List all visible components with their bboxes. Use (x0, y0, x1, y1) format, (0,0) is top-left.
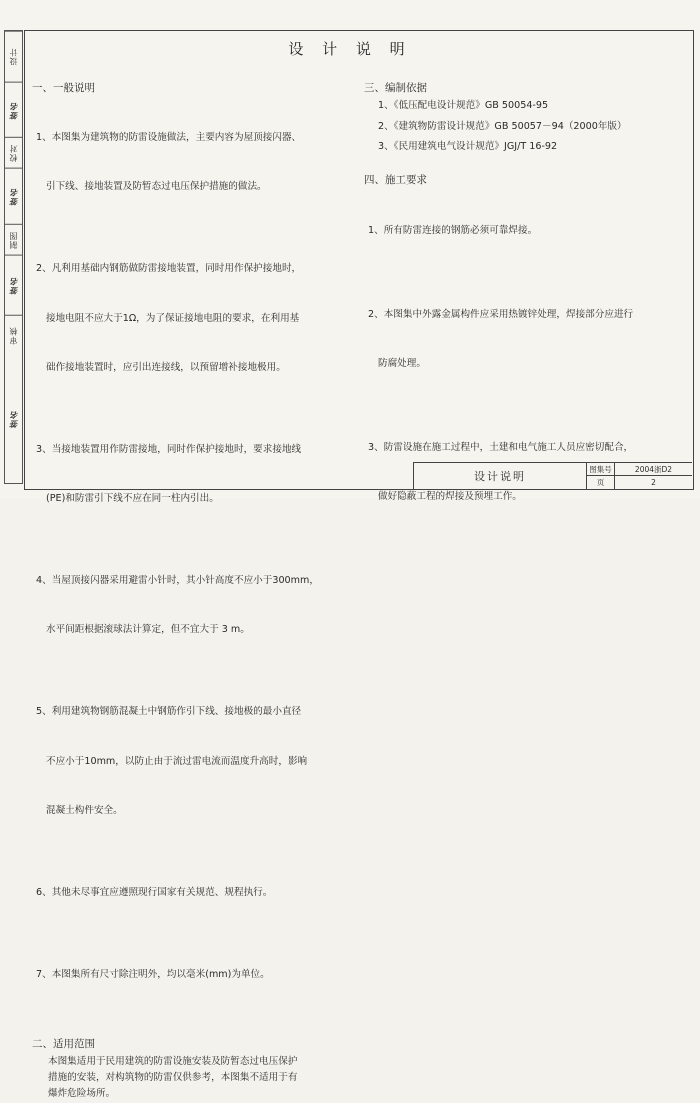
atlas-number-label: 图集号 (587, 463, 615, 476)
general-item-4: 4、当屋顶接闪器采用避雷小针时，其小针高度不应小于300mm， 水平间距根据滚球法计算定，但不宜大于 3 m。 (36, 575, 319, 636)
strip-review-sign: 签名 (9, 410, 19, 429)
strip-review: 审核 (5, 315, 22, 356)
general-item-1: 1、本图集为建筑物的防雷设施做法，主要内容为屋顶接闪器、 引下线、接地装置及防暂态过电压保护措施的做法。 (36, 132, 302, 193)
construction-item-3: 3、防雷设施在施工过程中，土建和电气施工人员应密切配合， 做好隐蔽工程的焊接及预埋工作。 (368, 442, 634, 503)
basis-item-2: 2、《建筑物防雷设计规范》GB 50057－94（2000年版） (378, 120, 627, 132)
strip-check-sign: 签名 (5, 168, 22, 224)
strip-draw: 制图 (5, 224, 22, 255)
section-heading-general: 一、一般说明 (32, 82, 95, 94)
general-item-6: 6、其他未尽事宜应遵照现行国家有关规范、规程执行。 (36, 886, 273, 898)
left-column (32, 80, 362, 1103)
page-number: 2 (651, 478, 656, 487)
construction-item-2: 2、本图集中外露金属构件应采用热镀锌处理，焊接部分应进行 防腐处理。 (368, 308, 634, 370)
section-heading-basis: 三、编制依据 (364, 82, 427, 94)
page-label: 页 (587, 476, 615, 489)
strip-check: 校对 (5, 137, 22, 168)
section-heading-scope: 二、适用范围 (32, 1038, 95, 1051)
scope-line-1: 本图集适用于民用建筑的防雷设施安装及防暂态过电压保护 (48, 1055, 298, 1067)
basis-item-3: 3、《民用建筑电气设计规范》JGJ/T 16-92 (378, 141, 558, 153)
construction-item-1: 1、所有防雷连接的钢筋必须可靠焊接。 (368, 224, 538, 236)
section-heading-construction: 四、施工要求 (364, 173, 427, 186)
page-title: 设 计 说 明 (288, 40, 412, 58)
general-item-7: 7、本图集所有尺寸除注明外，均以毫米(mm)为单位。 (36, 968, 270, 980)
title-block (413, 462, 692, 489)
atlas-number-value: 2004浙D2 (615, 463, 692, 476)
general-item-2: 2、凡利用基础内钢筋做防雷接地装置，同时用作保护接地时， 接地电阻不应大于1Ω，为了保证接地电阻的要求，在利用基 础作接地装置时，应引出连接线，以预留增补接地极用。 (36, 263, 302, 373)
strip-draw-sign: 签名 (5, 255, 22, 316)
signature-strip (4, 30, 23, 484)
title-block-grid (587, 463, 692, 489)
basis-item-1: 1、《低压配电设计规范》GB 50054-95 (378, 100, 549, 112)
title-block-name: 设计说明 (414, 463, 587, 489)
strip-design-sign: 签名 (5, 82, 22, 138)
scope-line-3: 爆炸危险场所。 (48, 1088, 116, 1100)
general-item-3: 3、当接地装置用作防雷接地，同时作保护接地时，要求接地线 (PE)和防雷引下线不应在同一柱内引出。 (36, 443, 302, 505)
scope-line-2: 措施的安装，对构筑物的防雷仅供参考，本图集不适用于有 (48, 1071, 298, 1083)
strip-design: 设计 (5, 31, 22, 82)
general-item-5: 5、利用建筑物钢筋混凝土中钢筋作引下线、接地极的最小直径 不应小于10mm，以防止由于流过雷电流而温度升高时，影响 混凝土构件安全。 (36, 706, 308, 816)
